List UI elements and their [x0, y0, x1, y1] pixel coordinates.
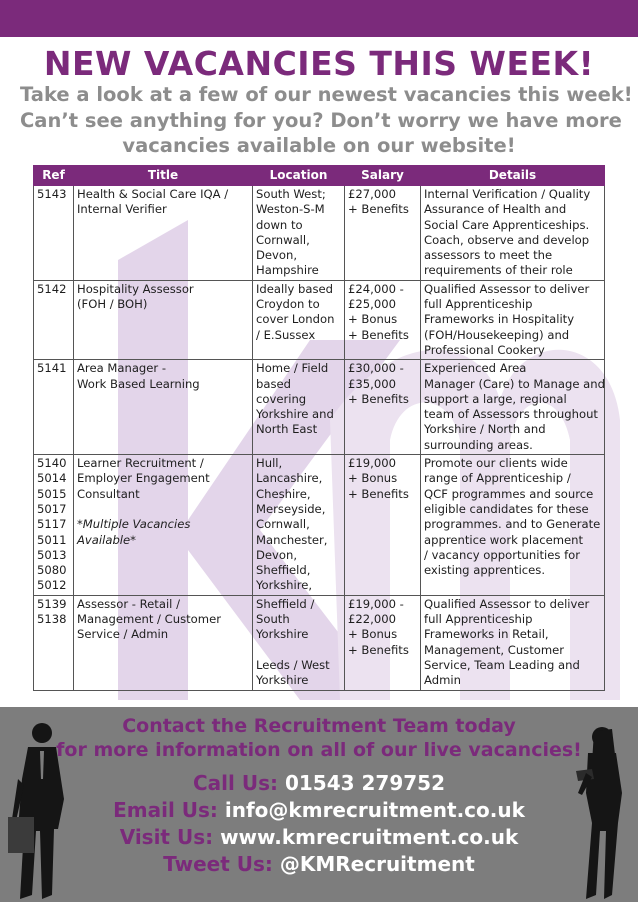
cell-title — [74, 360, 253, 455]
phone-number[interactable]: 01543 279752 — [284, 771, 445, 795]
cell-title — [74, 455, 253, 596]
cell-line: + Benefits — [348, 202, 409, 217]
cell-line: Social Care Apprenticeships. — [424, 217, 590, 232]
cell-line: Qualified Assessor to deliver — [424, 281, 590, 296]
cell-line: Consultant — [77, 486, 140, 501]
cell-line: 5142 — [37, 281, 67, 296]
cell-line — [77, 502, 249, 517]
cell-line: Management, Customer — [424, 642, 565, 657]
cell-line: Assessor - Retail / — [77, 596, 180, 611]
cell-line: Internal Verification / Quality — [424, 187, 591, 201]
email-line — [0, 798, 638, 822]
cell-title — [74, 186, 253, 281]
twitter-line — [0, 852, 638, 876]
cell-salary — [345, 360, 421, 455]
cell-line: Yorkshire — [256, 673, 309, 688]
cell-details — [421, 186, 605, 281]
cell-line: 5140 — [37, 456, 67, 471]
cell-line: 5013 — [37, 547, 67, 562]
cell-line: programmes. and to Generate — [424, 517, 601, 532]
cell-location — [253, 595, 345, 690]
table-row — [34, 455, 605, 596]
cell-salary — [345, 280, 421, 359]
cell-line: *Multiple Vacancies — [77, 517, 191, 532]
subtitle-line: vacancies available on our website! — [122, 134, 516, 157]
cell-line: Work Based Learning — [77, 376, 200, 391]
cell-line: Available* — [77, 532, 136, 547]
cell-line: + Bonus — [348, 312, 398, 327]
cell-line: support a large, regional — [424, 391, 567, 406]
cell-details — [421, 455, 605, 596]
cell-line: (FOH / BOH) — [77, 297, 148, 312]
cell-line: 5080 — [37, 563, 67, 578]
cell-location — [253, 280, 345, 359]
cell-line: Learner Recruitment / — [77, 456, 204, 471]
cell-line: + Benefits — [348, 391, 409, 406]
table-row — [34, 280, 605, 359]
contact-footer — [0, 707, 638, 902]
table-header-row — [34, 166, 605, 186]
cell-line: / E.Sussex — [256, 327, 316, 342]
cell-line: eligible candidates for these — [424, 501, 589, 516]
page-title: NEW VACANCIES THIS WEEK! — [43, 44, 595, 83]
cell-ref — [34, 280, 74, 359]
cell-line: Experienced Area — [424, 361, 527, 376]
cell-ref — [34, 455, 74, 596]
cell-line: £35,000 — [348, 376, 396, 391]
cell-line: team of Assessors throughout — [424, 407, 598, 422]
subtitle — [20, 82, 633, 159]
cell-line: Assurance of Health and — [424, 202, 567, 217]
call-line — [0, 771, 638, 795]
cell-line: 5015 — [37, 486, 67, 501]
cell-title — [74, 280, 253, 359]
cell-line: 5017 — [37, 501, 67, 516]
cell-line: Yorkshire — [256, 627, 309, 642]
cell-line: Hull, — [256, 456, 283, 471]
cell-line: Lancashire, — [256, 471, 323, 486]
top-banner — [0, 0, 638, 37]
cell-line: / vacancy opportunities for — [424, 547, 581, 562]
cell-line: Devon, — [256, 248, 298, 263]
cell-line: Devon, — [256, 547, 298, 562]
cell-line: £25,000 — [348, 297, 396, 312]
cell-line: 5011 — [37, 532, 67, 547]
cell-line: Yorkshire and — [256, 407, 334, 422]
cell-line: requirements of their role — [424, 263, 573, 278]
cell-line: down to — [256, 217, 303, 232]
contact-heading: Contact the Recruitment Team today — [122, 715, 516, 737]
cell-line: 5014 — [37, 471, 67, 486]
cell-line: Promote our clients wide — [424, 456, 568, 471]
cell-line: Service / Admin — [77, 627, 169, 642]
column-header-title: Title — [74, 166, 253, 186]
cell-details — [421, 360, 605, 455]
cell-location — [253, 360, 345, 455]
cell-line: based — [256, 376, 291, 391]
contact-subheading: for more information on all of our live vacancies! — [56, 739, 582, 761]
cell-line: South West; — [256, 187, 326, 201]
cell-line: covering — [256, 391, 307, 406]
cell-line: Croydon to — [256, 297, 320, 312]
cell-line: Yorkshire / North and — [424, 422, 546, 437]
cell-line: Cheshire, — [256, 486, 311, 501]
cell-ref — [34, 360, 74, 455]
cell-line: Coach, observe and develop — [424, 232, 590, 247]
cell-line: QCF programmes and source — [424, 486, 594, 501]
cell-line: 5139 — [37, 596, 67, 611]
cell-line: Service, Team Leading and — [424, 657, 580, 672]
website-label: Visit Us: — [119, 825, 214, 849]
cell-line: 5117 — [37, 517, 67, 532]
cell-ref — [34, 186, 74, 281]
cell-line: (FOH/Housekeeping) and — [424, 327, 570, 342]
subtitle-line: Take a look at a few of our newest vacancies this week! — [20, 83, 633, 106]
cell-location — [253, 455, 345, 596]
twitter-label: Tweet Us: — [163, 852, 273, 876]
cell-line: Employer Engagement — [77, 471, 210, 486]
vacancies-table — [33, 165, 605, 691]
cell-line: full Apprenticeship — [424, 297, 533, 312]
cell-line: Ideally based — [256, 281, 334, 296]
twitter-handle[interactable]: @KMRecruitment — [279, 852, 475, 876]
cell-line: + Benefits — [348, 327, 409, 342]
cell-line: Manager (Care) to Manage and — [424, 376, 605, 391]
cell-line: surrounding areas. — [424, 437, 533, 452]
cell-line: Admin — [424, 673, 461, 688]
cell-line: Cornwall, — [256, 232, 310, 247]
table-row — [34, 186, 605, 281]
cell-line: Management / Customer — [77, 612, 221, 627]
cell-line: apprentice work placement — [424, 532, 584, 547]
cell-line: South — [256, 612, 290, 627]
cell-line: + Bonus — [348, 627, 398, 642]
column-header-location: Location — [253, 166, 345, 186]
cell-line: Frameworks in Hospitality — [424, 312, 575, 327]
cell-line — [256, 643, 341, 658]
cell-line: Qualified Assessor to deliver — [424, 596, 590, 611]
cell-details — [421, 280, 605, 359]
cell-line: Internal Verifier — [77, 202, 167, 217]
cell-line: Hospitality Assessor — [77, 281, 194, 296]
cell-line: North East — [256, 422, 318, 437]
cell-line: range of Apprenticeship / — [424, 471, 571, 486]
cell-line: £30,000 - — [348, 361, 404, 376]
cell-line: Weston-S-M — [256, 202, 325, 217]
cell-line: £19,000 — [348, 456, 396, 471]
cell-title — [74, 595, 253, 690]
cell-line: Home / Field — [256, 361, 329, 376]
cell-ref — [34, 595, 74, 690]
cell-line: assessors to meet the — [424, 248, 553, 263]
cell-line: 5143 — [37, 187, 67, 201]
website-link[interactable]: www.kmrecruitment.co.uk — [220, 825, 519, 849]
vacancies-table-body — [34, 186, 605, 691]
cell-line: Hampshire — [256, 263, 319, 278]
cell-line: existing apprentices. — [424, 563, 546, 578]
cell-line: 5138 — [37, 612, 67, 627]
cell-line: Manchester, — [256, 532, 328, 547]
cell-line: + Benefits — [348, 642, 409, 657]
call-label: Call Us: — [192, 771, 278, 795]
cell-location — [253, 186, 345, 281]
cell-line: + Benefits — [348, 486, 409, 501]
cell-salary — [345, 595, 421, 690]
cell-line: £27,000 — [348, 187, 396, 201]
cell-line: Frameworks in Retail, — [424, 627, 549, 642]
cell-line: £19,000 - — [348, 596, 404, 611]
website-line — [0, 825, 638, 849]
cell-line: £22,000 — [348, 612, 396, 627]
cell-line: Sheffield / — [256, 596, 315, 611]
cell-salary — [345, 455, 421, 596]
cell-line: Cornwall, — [256, 517, 310, 532]
cell-line: Professional Cookery — [424, 342, 545, 357]
cell-line: Yorkshire, — [256, 578, 313, 593]
email-link[interactable]: info@kmrecruitment.co.uk — [224, 798, 525, 822]
email-label: Email Us: — [113, 798, 218, 822]
cell-line: Area Manager - — [77, 361, 167, 376]
cell-salary — [345, 186, 421, 281]
cell-line: Health & Social Care IQA / — [77, 187, 229, 201]
cell-line: full Apprenticeship — [424, 612, 533, 627]
column-header-details: Details — [421, 166, 605, 186]
column-header-salary: Salary — [345, 166, 421, 186]
cell-line: Sheffield, — [256, 563, 311, 578]
cell-details — [421, 595, 605, 690]
subtitle-line: Can’t see anything for you? Don’t worry we have more — [20, 108, 622, 132]
cell-line: £24,000 - — [348, 281, 404, 296]
column-header-ref: Ref — [34, 166, 74, 186]
cell-line: 5012 — [37, 578, 67, 593]
table-row — [34, 595, 605, 690]
cell-line: 5141 — [37, 361, 67, 376]
table-row — [34, 360, 605, 455]
cell-line: Merseyside, — [256, 501, 326, 516]
cell-line: cover London — [256, 312, 335, 327]
cell-line: + Bonus — [348, 471, 398, 486]
cell-line: Leeds / West — [256, 657, 330, 672]
